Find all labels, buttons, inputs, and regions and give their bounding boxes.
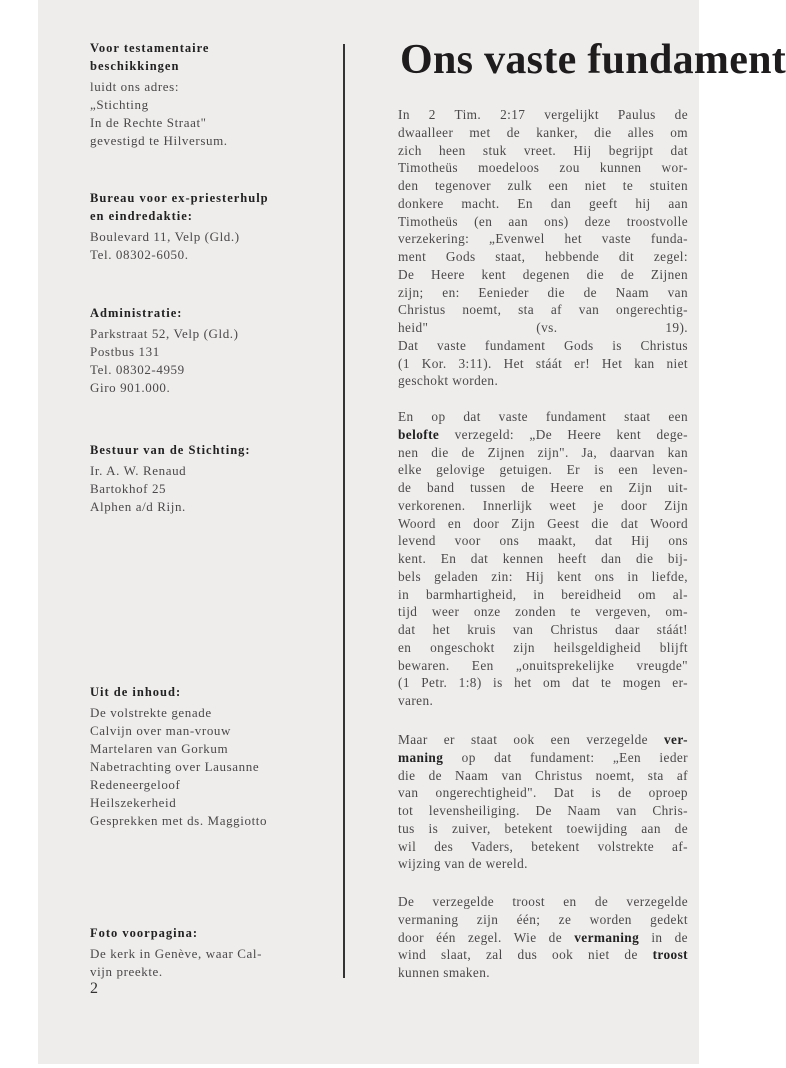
- article-line: zijn; en: Eenieder die de Naam van: [398, 284, 688, 300]
- article-line: In 2 Tim. 2:17 vergelijkt Paulus de: [398, 107, 688, 122]
- article-line: dat het kruis van Christus daar stáát!: [398, 622, 688, 637]
- section-line: Alphen a/d Rijn.: [90, 499, 186, 514]
- article-line: De Heere kent degenen die de Zijnen: [398, 266, 688, 282]
- bureau-section: [90, 189, 269, 264]
- emphasis: maning: [398, 749, 444, 765]
- article-line: Timotheüs (en aan ons) deze troostvolle: [398, 213, 688, 229]
- article-paragraph: [398, 731, 688, 873]
- emphasis: troost: [652, 947, 688, 963]
- article-line: heid" (vs. 19).: [398, 320, 688, 335]
- article-line: en ongeschokt zijn heilsgeldigheid blijft: [398, 639, 688, 655]
- article-line: bewaren. Een „onuitsprekelijke vreugde": [398, 657, 688, 673]
- article-title: Ons vaste fundament: [400, 37, 786, 83]
- administratie-section: [90, 304, 239, 397]
- article-line: ment Gods staat, hebbende dit zegel:: [398, 249, 688, 264]
- section-heading: en eindredaktie:: [90, 209, 193, 223]
- article-line: in barmhartigheid, in bereidheid om al-: [398, 586, 688, 602]
- emphasis: belofte: [398, 426, 440, 442]
- article-line: verkorenen. Innerlijk weet je door Zijn: [398, 497, 688, 513]
- section-line: Heilszekerheid: [90, 795, 177, 810]
- section-line: Calvijn over man-vrouw: [90, 723, 232, 738]
- section-line: „Stichting: [90, 97, 149, 112]
- article-line: kunnen smaken.: [398, 965, 491, 980]
- article-line: (1 Petr. 1:8) is het om dat te mogen er-: [398, 675, 688, 691]
- section-heading: beschikkingen: [90, 59, 180, 73]
- article-line: varen.: [398, 693, 434, 708]
- article-line: de band tussen de Heere en Zijn uit-: [398, 480, 688, 495]
- page-number: 2: [90, 980, 98, 997]
- section-line: Tel. 08302-6050.: [90, 247, 189, 262]
- article-line: verzekering: „Evenwel het vaste funda-: [398, 231, 688, 247]
- article-line: den tegenover zulk een niet te stuiten: [398, 178, 688, 193]
- article-line: bels geladen zin: Hij kent ons in liefde,: [398, 568, 688, 584]
- article-line: De verzegelde troost en de verzegelde: [398, 894, 688, 909]
- article-paragraph: [398, 408, 688, 710]
- section-line: Postbus 131: [90, 344, 160, 359]
- section-line: Bartokhof 25: [90, 481, 167, 496]
- contents-section: [90, 683, 267, 830]
- article-line: nen die de Zijnen zijn". Ja, daarvan kan: [398, 444, 688, 460]
- article-line: die de Naam van Christus noemt, sta af: [398, 767, 688, 783]
- article-line: Maar er staat ook een verzegelde ver-: [398, 732, 688, 747]
- photo-caption-section: [90, 924, 262, 981]
- article-line: wijzing van de wereld.: [398, 856, 528, 872]
- article-line: tus is zuiver, betekent toewijding aan de: [398, 820, 688, 836]
- section-line: Parkstraat 52, Velp (Gld.): [90, 326, 239, 341]
- article-line: En op dat vaste fundament staat een: [398, 409, 688, 424]
- article-line: vermaning zijn één; ze worden gedekt: [398, 911, 688, 927]
- column-divider: [343, 44, 345, 978]
- article-line: door één zegel. Wie de vermaning in de: [398, 929, 688, 945]
- magazine-page: [38, 0, 786, 1064]
- article-line: donkere macht. En dan geeft hij aan: [398, 195, 688, 211]
- section-line: Gesprekken met ds. Maggiotto: [90, 813, 268, 828]
- article-line: tot levensheiliging. De Naam van Chris-: [398, 803, 688, 818]
- section-heading: Foto voorpagina:: [90, 926, 199, 940]
- section-line: Ir. A. W. Renaud: [90, 463, 187, 478]
- article-line: wil des Vaders, betekent volstrekte af-: [398, 838, 688, 854]
- section-line: Nabetrachting over Lausanne: [90, 759, 260, 774]
- testament-section: [90, 39, 228, 150]
- emphasis: vermaning: [574, 929, 640, 945]
- article-line: zich heen stuk vreet. Hij begrijpt dat: [398, 142, 688, 158]
- article-line: maning op dat fundament: „Een ieder: [398, 749, 688, 765]
- section-heading: Voor testamentaire: [90, 41, 210, 55]
- article-line: Dat vaste fundament Gods is Christus: [398, 337, 688, 353]
- article-line: Timotheüs moedeloos zou kunnen wor-: [398, 160, 688, 176]
- section-line: vijn preekte.: [90, 964, 163, 979]
- article-line: tijd weer onze zonden te vergeven, om-: [398, 604, 688, 620]
- section-heading: Uit de inhoud:: [90, 685, 182, 699]
- article-line: Woord en door Zijn Geest die dat Woord: [398, 515, 688, 531]
- article-line: Christus noemt, sta af van ongerechtig-: [398, 302, 688, 318]
- section-line: Tel. 08302-4959: [90, 362, 185, 377]
- article-line: belofte verzegeld: „De Heere kent dege-: [398, 426, 688, 442]
- bestuur-section: [90, 441, 251, 516]
- article-line: geschokt worden.: [398, 373, 499, 389]
- section-line: luidt ons adres:: [90, 79, 180, 94]
- section-heading: Administratie:: [90, 306, 183, 320]
- article-line: wind slaat, zal dus ook niet de troost: [398, 947, 688, 963]
- section-heading: Bureau voor ex-priesterhulp: [90, 191, 269, 205]
- article-line: levend voor ons maakt, dat Hij ons: [398, 533, 688, 549]
- section-line: gevestigd te Hilversum.: [90, 133, 228, 148]
- article-line: kent. En dat kennen heeft dan die bij-: [398, 551, 688, 566]
- article-paragraph: [398, 106, 688, 390]
- section-line: Giro 901.000.: [90, 380, 171, 395]
- section-line: Martelaren van Gorkum: [90, 741, 229, 756]
- article-line: (1 Kor. 3:11). Het stáát er! Het kan niet: [398, 355, 688, 371]
- section-line: De kerk in Genève, waar Cal-: [90, 946, 263, 961]
- article-line: van ongerechtigheid". Dat is de oproep: [398, 785, 688, 801]
- section-line: Redeneergeloof: [90, 777, 181, 792]
- section-line: In de Rechte Straat": [90, 115, 207, 130]
- article-paragraph: [398, 893, 688, 982]
- section-heading: Bestuur van de Stichting:: [90, 443, 251, 457]
- article-line: dwaalleer met de kanker, die alles om: [398, 124, 688, 140]
- section-line: De volstrekte genade: [90, 705, 212, 720]
- article-line: elke gelovige getuigen. Er is een leven-: [398, 462, 688, 478]
- emphasis: ver-: [664, 732, 688, 747]
- section-line: Boulevard 11, Velp (Gld.): [90, 229, 240, 244]
